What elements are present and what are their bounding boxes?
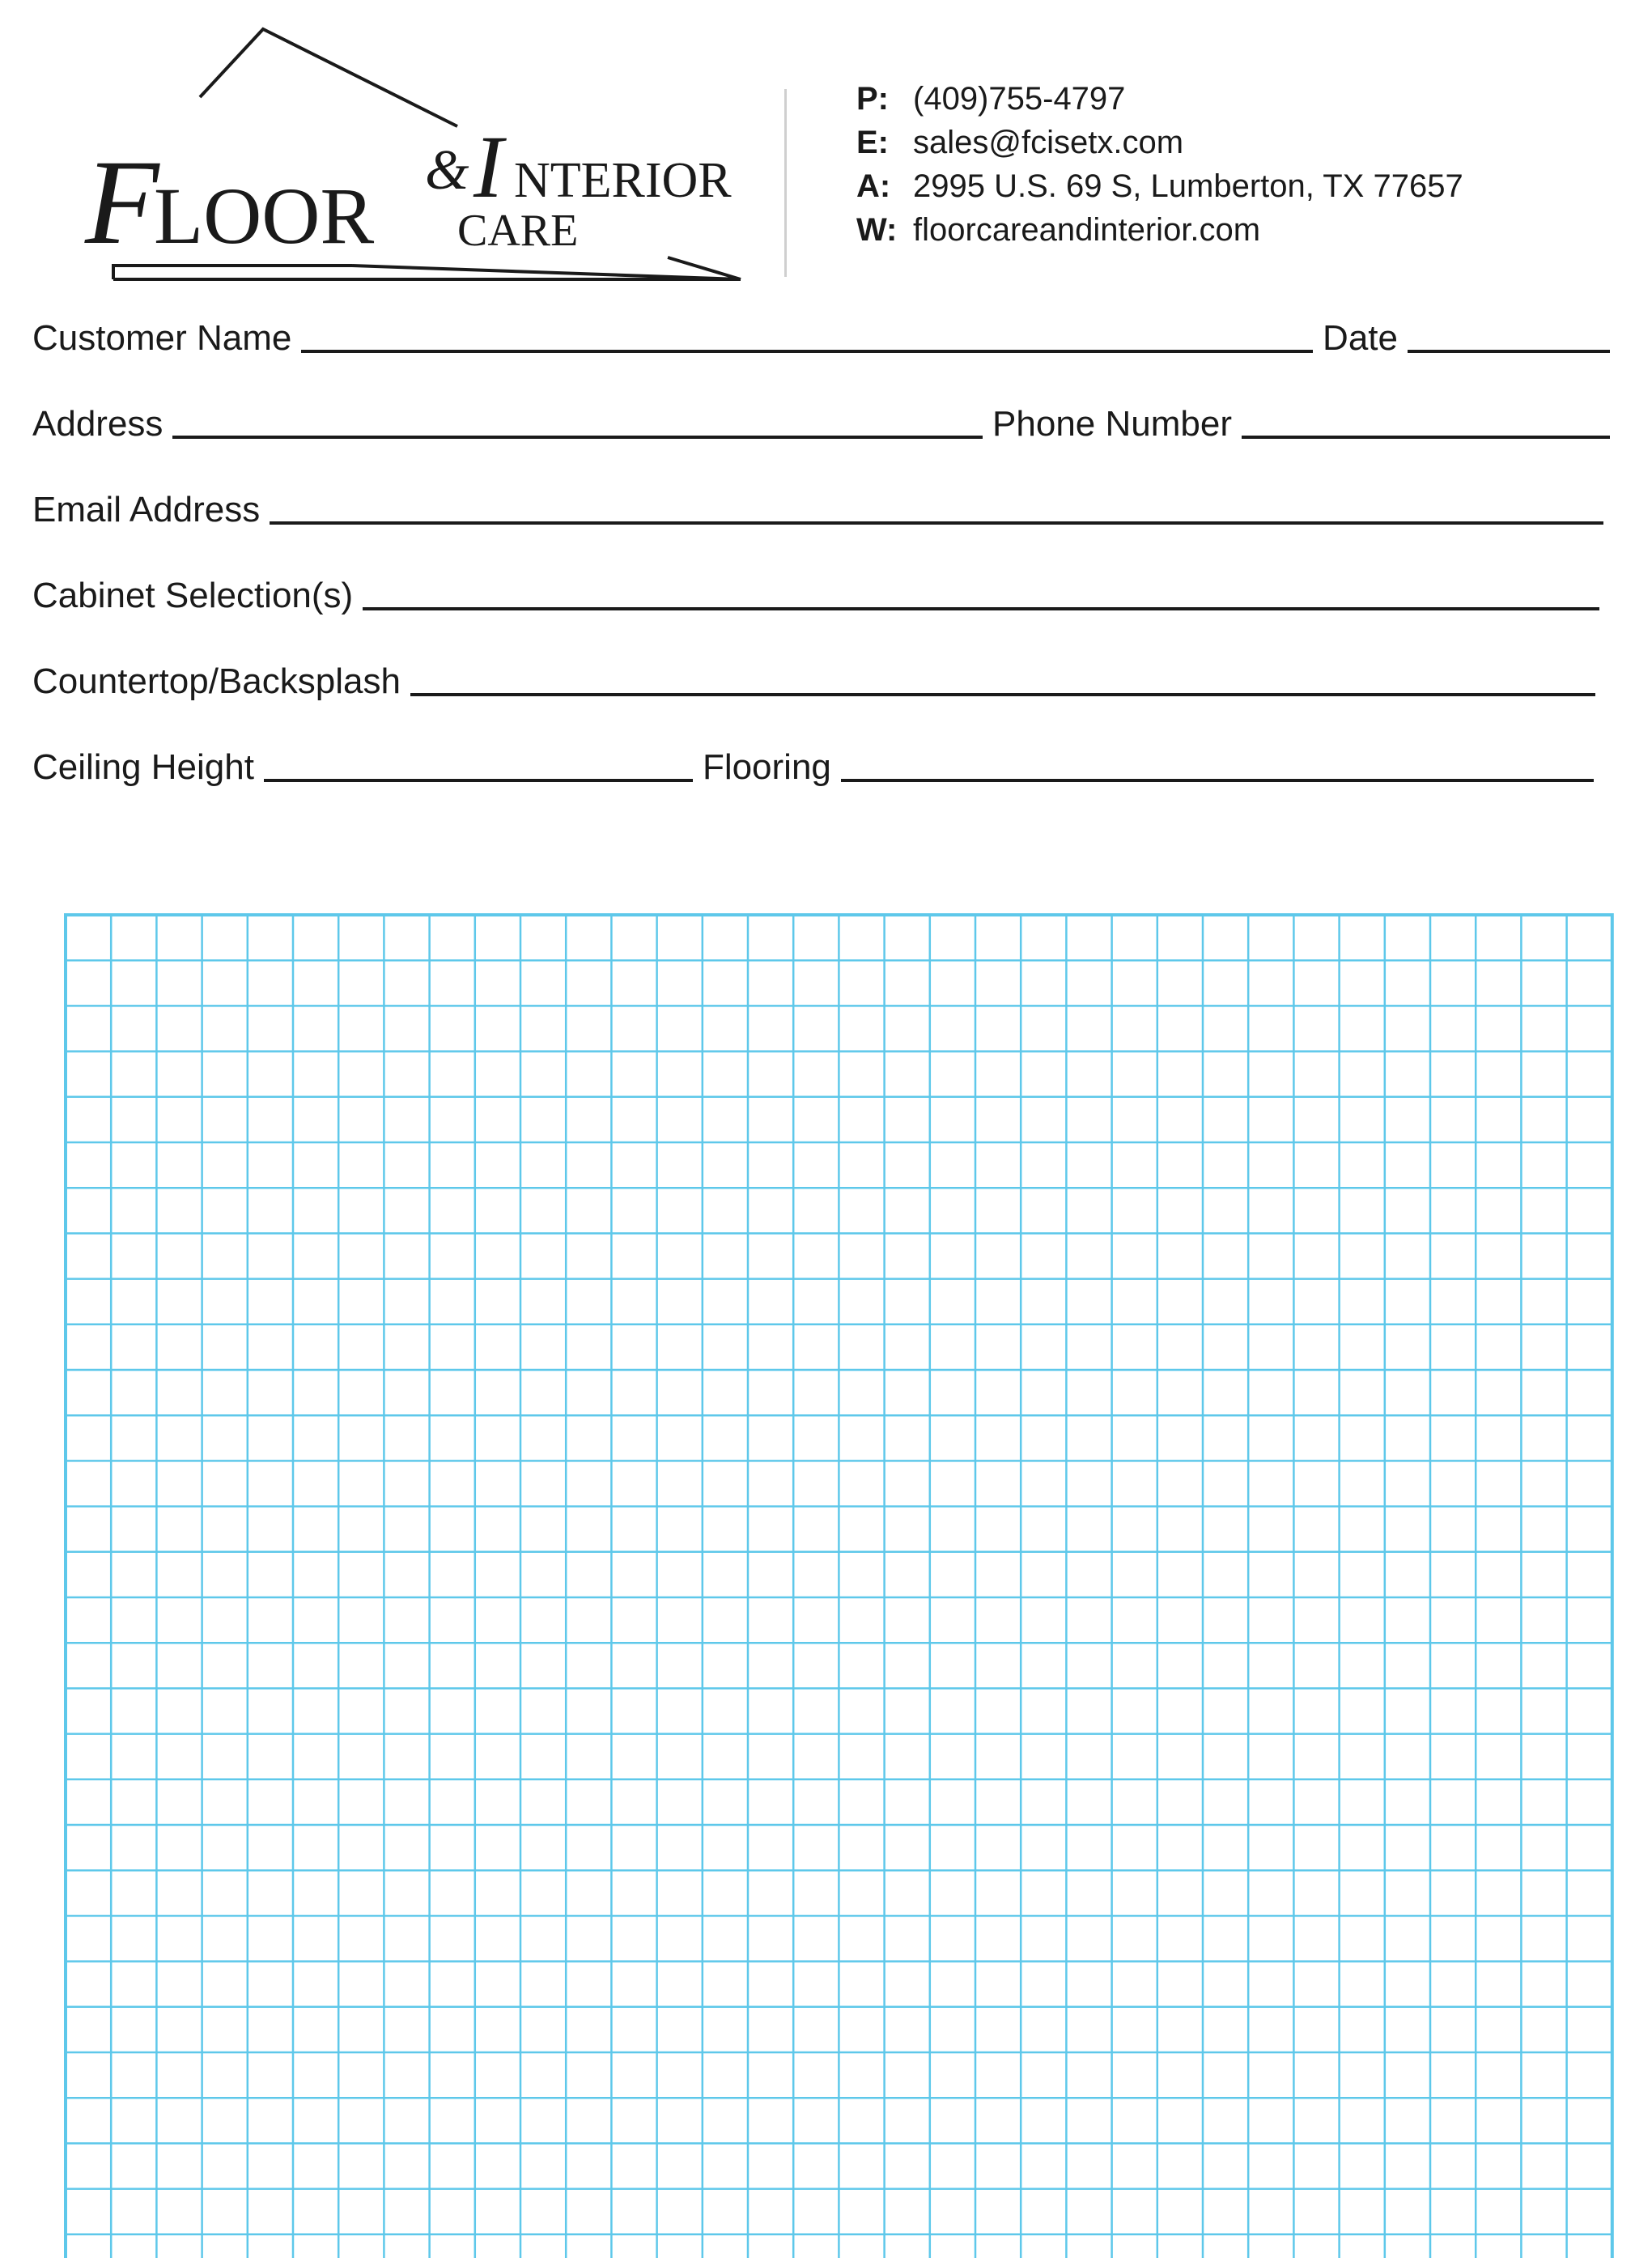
flooring-field[interactable]	[841, 779, 1594, 782]
contact-phone	[856, 77, 1463, 121]
logo-ampersand: &	[425, 139, 469, 202]
logo-roof-line	[200, 29, 457, 126]
phone-number-field[interactable]	[1242, 436, 1610, 439]
cabinet-selection-field[interactable]	[363, 607, 1599, 610]
date-field[interactable]	[1408, 350, 1610, 353]
logo-word-interior: NTERIOR	[514, 153, 732, 208]
logo-word-floor: LOOR	[154, 171, 375, 261]
row-email	[32, 483, 1603, 531]
contact-website	[856, 208, 1463, 252]
contact-address	[856, 164, 1463, 208]
row-ceiling-flooring	[32, 740, 1594, 789]
header-divider	[784, 89, 787, 277]
label-address: Address	[32, 404, 164, 444]
address-field[interactable]	[172, 436, 983, 439]
sketch-grid[interactable]	[64, 913, 1615, 2258]
label-countertop-backsplash: Countertop/Backsplash	[32, 661, 401, 701]
label-cabinet-selection: Cabinet Selection(s)	[32, 576, 354, 615]
countertop-backsplash-field[interactable]	[410, 693, 1595, 696]
contact-address-key: A:	[856, 168, 891, 204]
logo-word-care: CARE	[457, 206, 579, 256]
contact-email	[856, 121, 1463, 164]
row-address-phone	[32, 397, 1610, 445]
row-countertop	[32, 654, 1595, 703]
label-ceiling-height: Ceiling Height	[32, 747, 254, 787]
contact-email-value[interactable]: sales@fcisetx.com	[913, 125, 1184, 160]
contact-website-value[interactable]: floorcareandinterior.com	[913, 212, 1261, 248]
label-customer-name: Customer Name	[32, 318, 292, 358]
contact-phone-value[interactable]: (409)755-4797	[913, 81, 1126, 117]
contact-block	[856, 77, 1463, 252]
svg-text:I: I	[474, 117, 503, 216]
company-logo	[77, 23, 749, 286]
contact-phone-key: P:	[856, 81, 889, 117]
label-email-address: Email Address	[32, 490, 261, 529]
row-customer-date	[32, 311, 1610, 359]
ceiling-height-field[interactable]	[264, 779, 693, 782]
row-cabinet	[32, 568, 1599, 617]
contact-email-key: E:	[856, 125, 889, 160]
contact-website-key: W:	[856, 212, 898, 248]
label-date: Date	[1323, 318, 1398, 358]
logo-letter-f: F	[85, 135, 159, 270]
customer-name-field[interactable]	[301, 350, 1313, 353]
label-phone-number: Phone Number	[992, 404, 1232, 444]
contact-address-value: 2995 U.S. 69 S, Lumberton, TX 77657	[913, 168, 1463, 204]
label-flooring: Flooring	[702, 747, 831, 787]
email-address-field[interactable]	[270, 521, 1603, 525]
